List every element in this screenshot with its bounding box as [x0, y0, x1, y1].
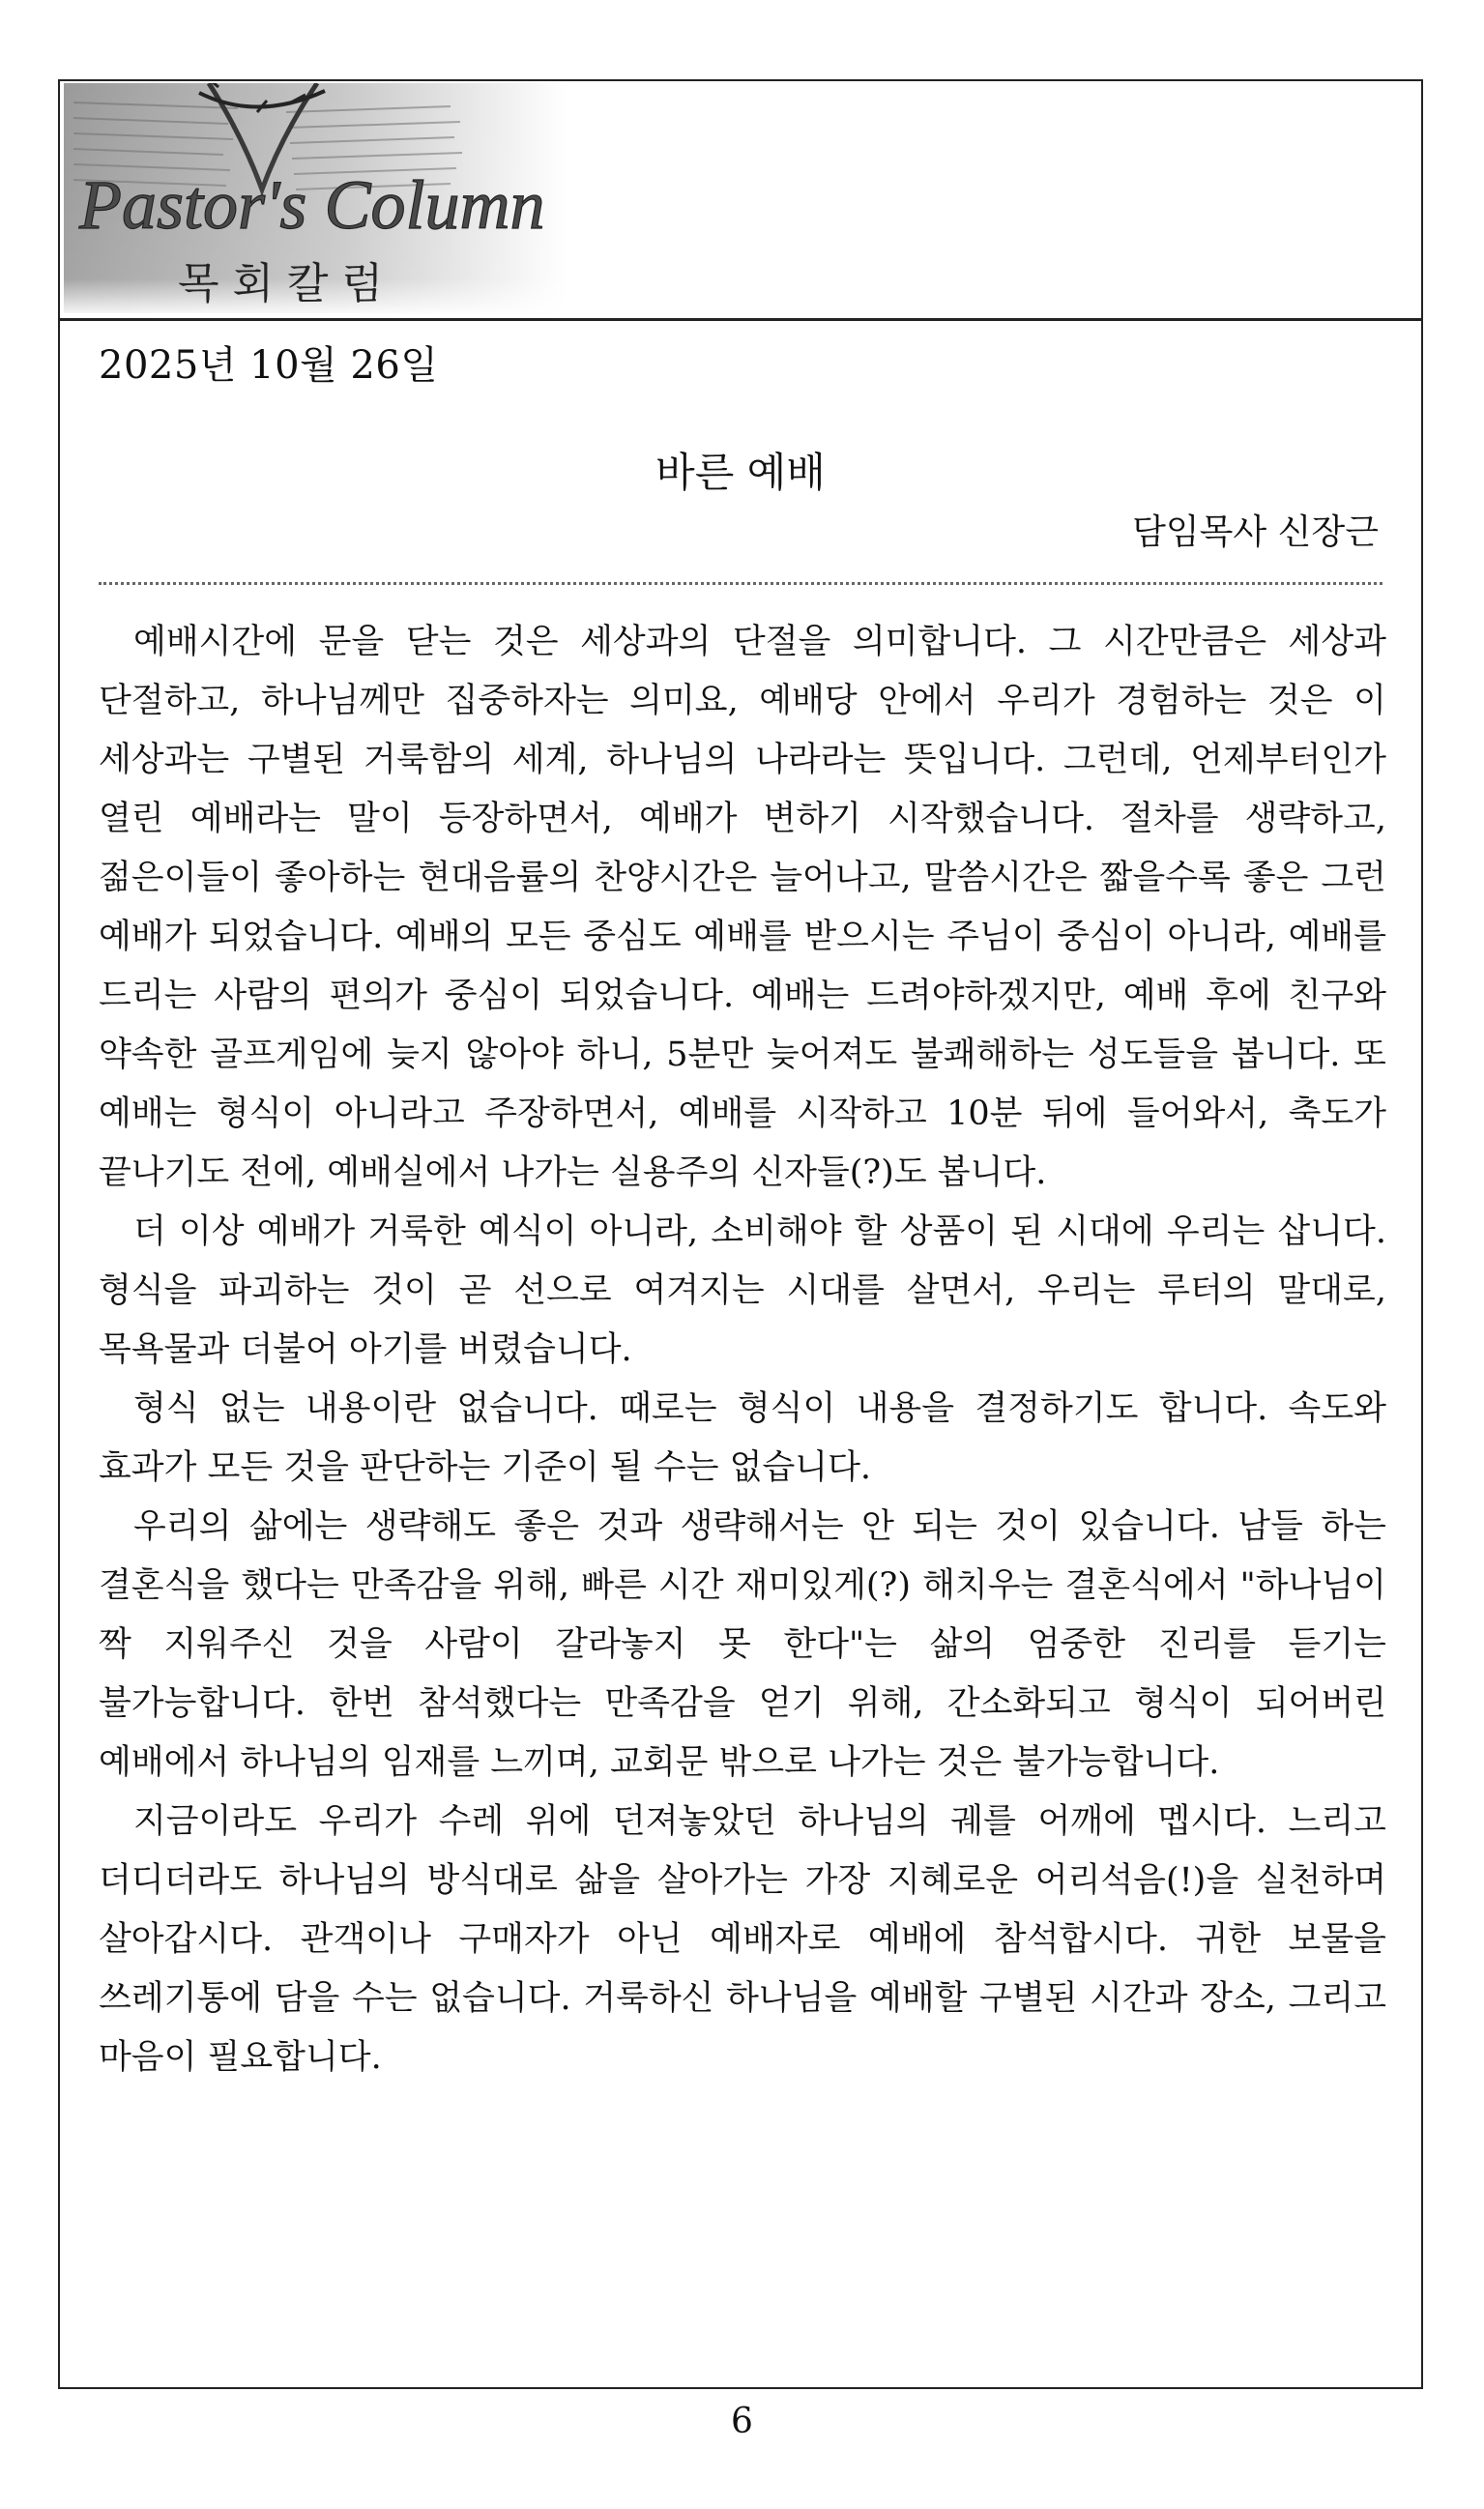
- body-paragraph-5: 지금이라도 우리가 수레 위에 던져놓았던 하나님의 궤를 어깨에 멥시다. 느리고 더디더라도 하나님의 방식대로 삶을 살아가는 가장 지혜로운 어리석음(!)을 실천하며 살아갑시다. 관객이나 구매자가 아닌 예배자로 예배에 참석합시다. 귀한 보물을 쓰레기통에 담을 수는 없습니다. 거룩하신 하나님을 예배할 구별된 시간과 장소, 그리고 마음이 필요합니다.: [99, 1802, 1386, 2077]
- column-date: 2025년 10월 26일: [99, 343, 439, 388]
- pastors-column-logo: [64, 83, 567, 313]
- column-header: [60, 81, 1421, 321]
- column-author: 담임목사 신장근: [1132, 512, 1379, 552]
- body-paragraph-3: 형식 없는 내용이란 없습니다. 때로는 형식이 내용을 결정하기도 합니다. 속도와 효과가 모든 것을 판단하는 기준이 될 수는 없습니다.: [99, 1389, 1386, 1487]
- logo-title: Pastor's Column: [79, 166, 545, 244]
- column-title: 바른 예배: [655, 449, 826, 496]
- body-paragraph-4: 우리의 삶에는 생략해도 좋은 것과 생략해서는 안 되는 것이 있습니다. 남들 하는 결혼식을 했다는 만족감을 위해, 빠른 시간 재미있게(?) 해치우는 결혼식에서 "하나님이 짝 지워주신 것을 사람이 갈라놓지 못 한다"는 삶의 엄중한 진리를 듣기는 불가능합니다. 한번 참석했다는 만족감을 얻기 위해, 간소화되고 형식이 되어버린 예배에서 하나님의 임재를 느끼며, 교회문 밖으로 나가는 것은 불가능합니다.: [99, 1507, 1386, 1782]
- body-paragraph-1: 예배시간에 문을 닫는 것은 세상과의 단절을 의미합니다. 그 시간만큼은 세상과 단절하고, 하나님께만 집중하자는 의미요, 예배당 안에서 우리가 경험하는 것은 이 세상과는 구별된 거룩함의 세계, 하나님의 나라라는 뜻입니다. 그런데, 언제부터인가 열린 예배라는 말이 등장하면서, 예배가 변하기 시작했습니다. 절차를 생략하고, 젊은이들이 좋아하는 현대음률의 찬양시간은 늘어나고, 말씀시간은 짧을수록 좋은 그런 예배가 되었습니다. 예배의 모든 중심도 예배를 받으시는 주님이 중심이 아니라, 예배를 드리는 사람의 편의가 중심이 되었습니다. 예배는 드려야하겠지만, 예배 후에 친구와 약속한 골프게임에 늦지 않아야 하니, 5분만 늦어져도 불쾌해하는 성도들을 봅니다. 또 예배는 형식이 아니라고 주장하면서, 예배를 시작하고 10분 뒤에 들어와서, 축도가 끝나기도 전에, 예배실에서 나가는 실용주의 신자들(?)도 봅니다.: [99, 623, 1386, 1192]
- column-frame: [58, 79, 1423, 2389]
- page-number: 6: [731, 2402, 753, 2441]
- dotted-divider: [99, 582, 1382, 585]
- body-paragraph-2: 더 이상 예배가 거룩한 예식이 아니라, 소비해야 할 상품이 된 시대에 우리는 삽니다. 형식을 파괴하는 것이 곧 선으로 여겨지는 시대를 살면서, 우리는 루터의 말대로, 목욕물과 더불어 아기를 버렸습니다.: [99, 1212, 1386, 1369]
- column-body: [99, 613, 1386, 2087]
- logo-subtitle: 목회칼럼: [178, 259, 397, 308]
